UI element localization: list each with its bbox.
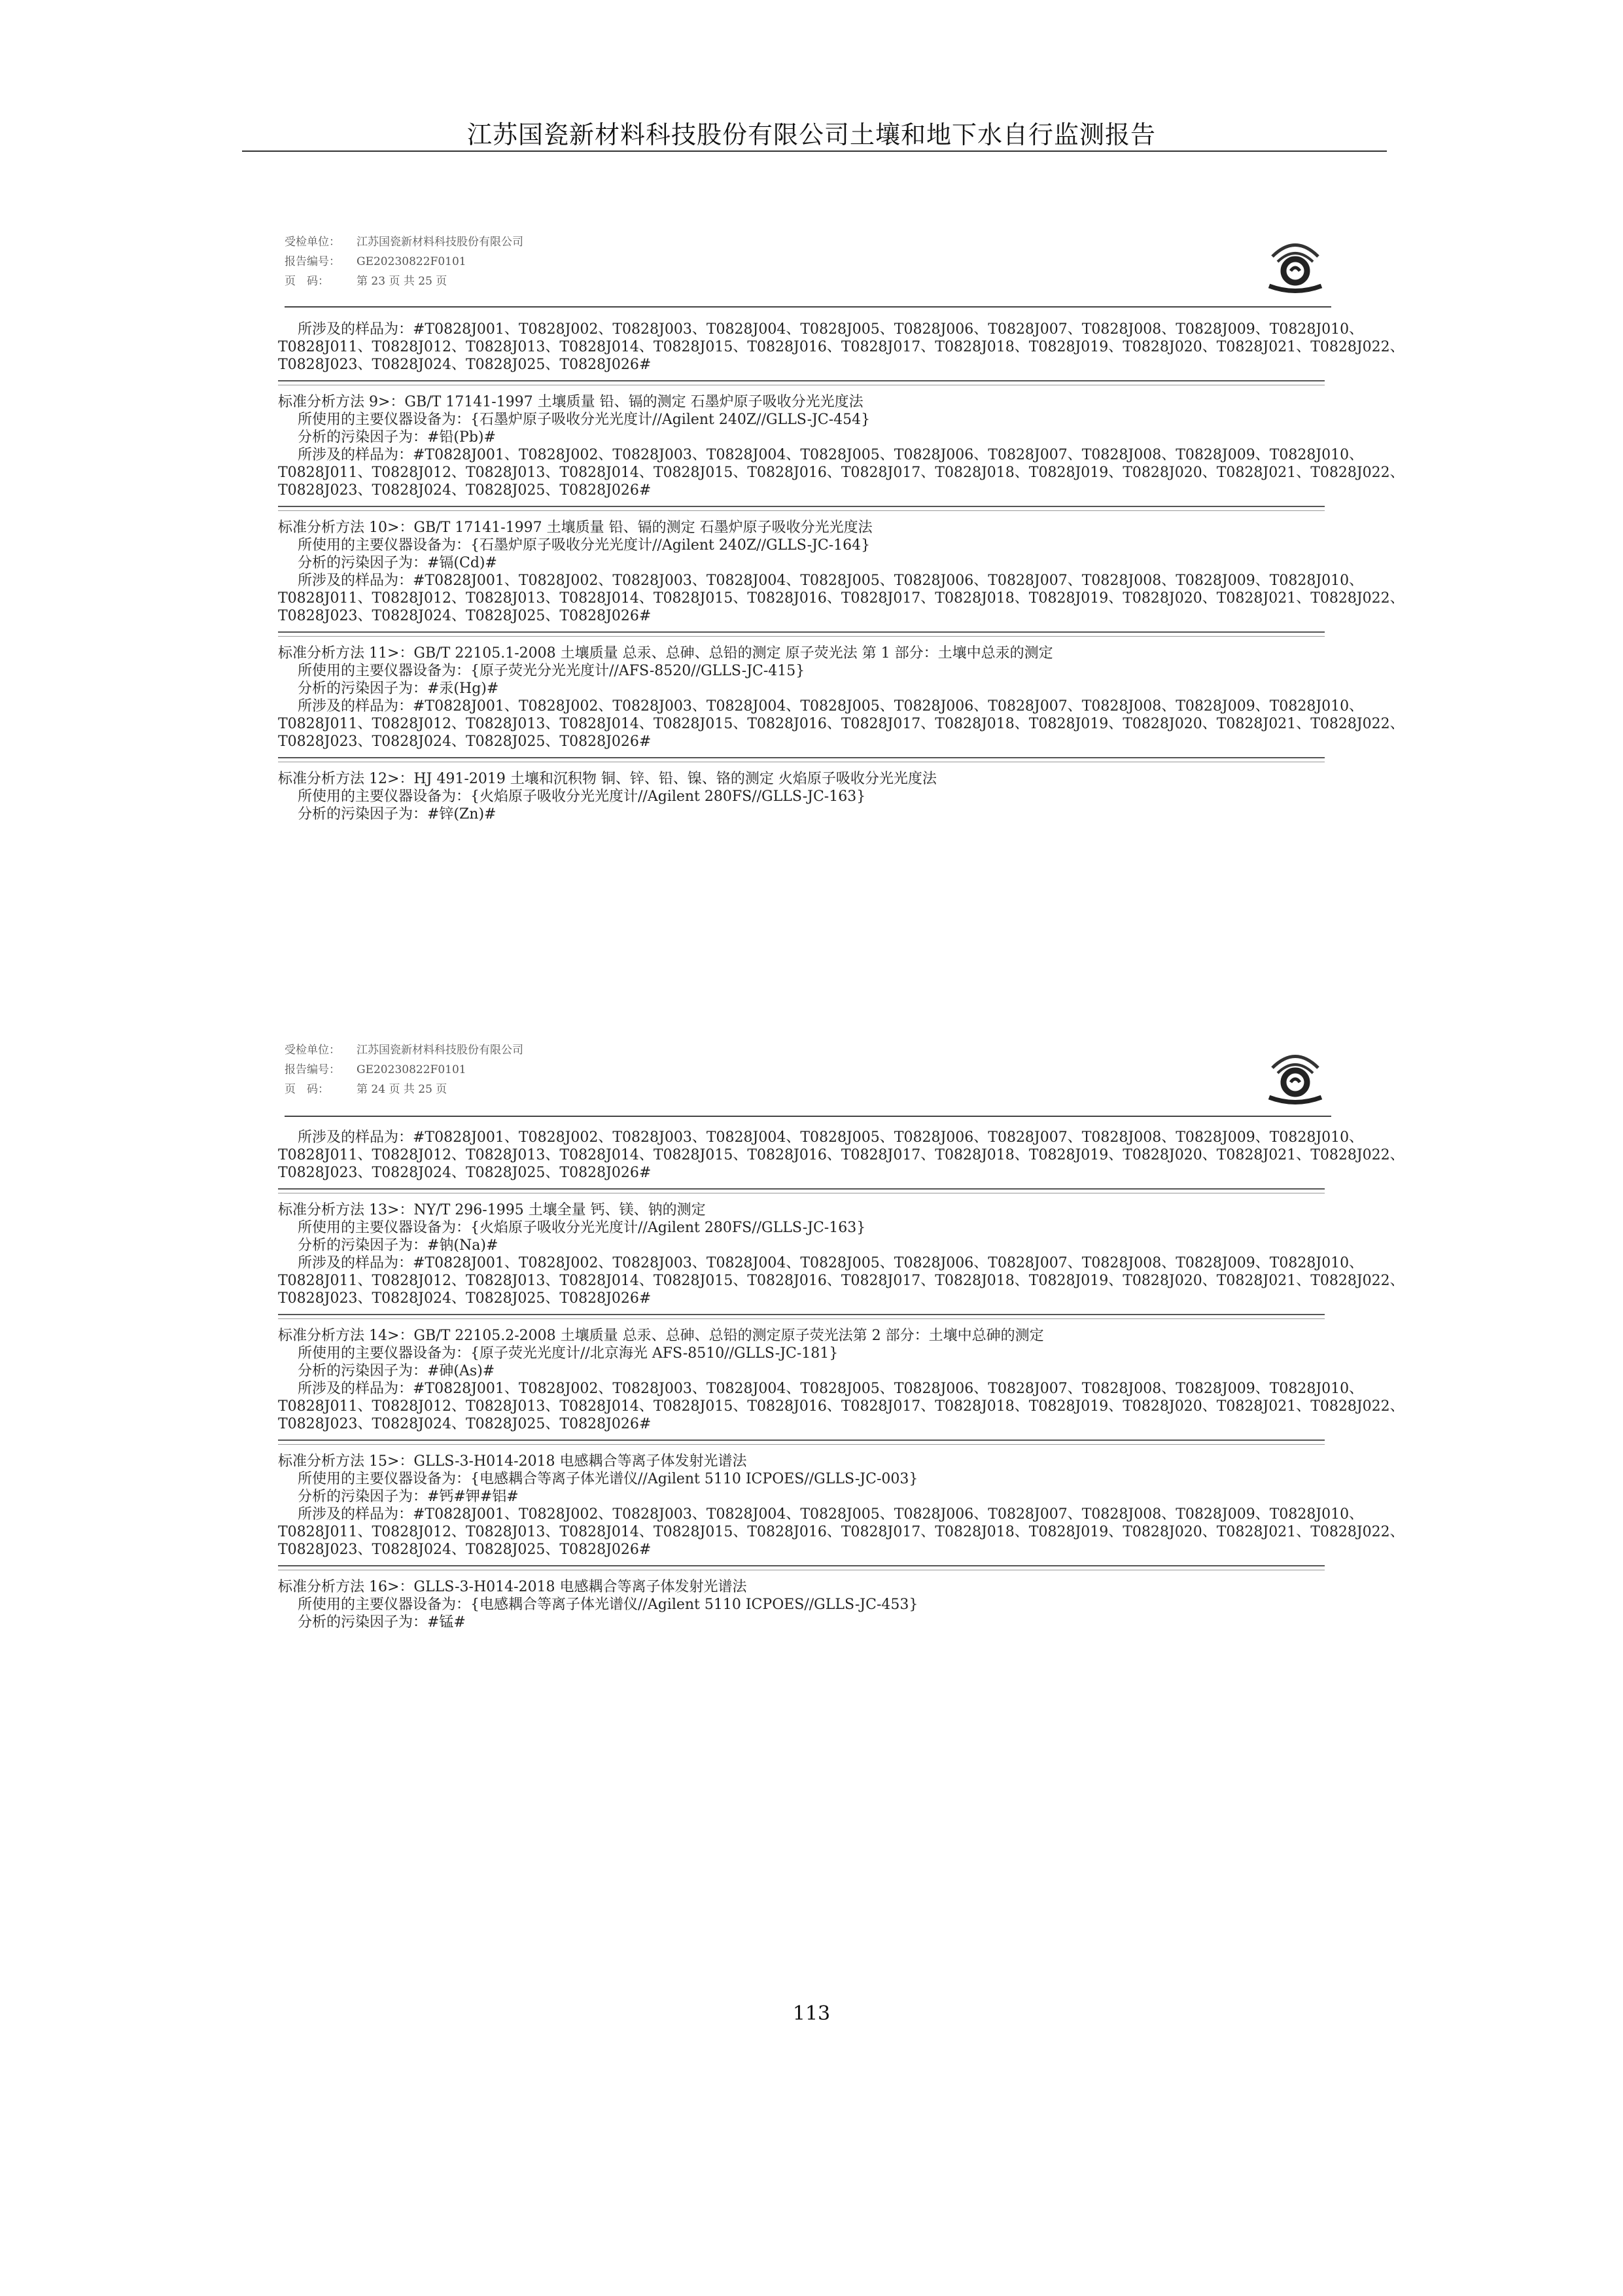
content-section-p24 [278, 1129, 1405, 1631]
report-header-p24 [285, 1040, 523, 1099]
method-line: 标准分析方法 11>：GB/T 22105.1-2008 土壤质量 总汞、总砷、总铅的测定 原子荧光法 第 1 部分：土壤中总汞的测定 [278, 645, 1053, 662]
header-value: 江苏国瓷新材料科技股份有限公司 [357, 236, 523, 249]
section-separator [278, 1439, 1325, 1445]
method-line: 标准分析方法 10>：GB/T 17141-1997 土壤质量 铅、镉的测定 石墨炉原子吸收分光光度法 [278, 520, 873, 536]
factor-line: 分析的污染因子为：#砷(As)# [298, 1363, 495, 1379]
sample-line: 所涉及的样品为：#T0828J001、T0828J002、T0828J003、T0828J004、T0828J005、T0828J006、T0828J007、T0828J008、T0828J009、T0828J010、 [298, 1506, 1364, 1523]
header-rule-p23 [285, 306, 1331, 308]
section-separator [278, 1188, 1325, 1193]
page-number: 113 [792, 2002, 831, 2025]
sample-line: 所涉及的样品为：#T0828J001、T0828J002、T0828J003、T0828J004、T0828J005、T0828J006、T0828J007、T0828J008、T0828J009、T0828J010、 [298, 1255, 1364, 1271]
company-logo-icon [1259, 230, 1331, 302]
factor-line: 分析的污染因子为：#钙#钾#铝# [298, 1489, 519, 1505]
report-header-p23 [285, 232, 523, 291]
section-separator [278, 1565, 1325, 1570]
sample-line: T0828J011、T0828J012、T0828J013、T0828J014、T0828J015、T0828J016、T0828J017、T0828J018、T0828J019、T0828J020、T0828J021、T0828J022、 [278, 590, 1405, 607]
factor-line: 分析的污染因子为：#钠(Na)# [298, 1237, 498, 1254]
header-value: GE20230822F0101 [357, 1063, 466, 1076]
header-value: 第 23 页 共 25 页 [357, 275, 447, 288]
factor-line: 分析的污染因子为：#锌(Zn)# [298, 806, 497, 822]
header-report-line [285, 252, 523, 272]
sample-line: T0828J023、T0828J024、T0828J025、T0828J026# [278, 482, 652, 499]
instrument-line: 所使用的主要仪器设备为：{火焰原子吸收分光光度计//Agilent 280FS//GLLS-JC-163} [298, 1220, 866, 1236]
header-company-line [285, 1040, 523, 1060]
sample-line: 所涉及的样品为：#T0828J001、T0828J002、T0828J003、T0828J004、T0828J005、T0828J006、T0828J007、T0828J008、T0828J009、T0828J010、 [298, 573, 1364, 589]
header-report-line [285, 1060, 523, 1080]
instrument-line: 所使用的主要仪器设备为：{原子荧光光度计//北京海光 AFS-8510//GLLS-JC-181} [298, 1345, 839, 1362]
instrument-line: 所使用的主要仪器设备为：{石墨炉原子吸收分光光度计//Agilent 240Z//GLLS-JC-454} [298, 412, 871, 428]
header-key: 页 码： [285, 275, 329, 288]
instrument-line: 所使用的主要仪器设备为：{原子荧光分光光度计//AFS-8520//GLLS-JC-415} [298, 663, 805, 679]
sample-line: T0828J011、T0828J012、T0828J013、T0828J014、T0828J015、T0828J016、T0828J017、T0828J018、T0828J019、T0828J020、T0828J021、T0828J022、 [278, 716, 1405, 732]
instrument-line: 所使用的主要仪器设备为：{火焰原子吸收分光光度计//Agilent 280FS//GLLS-JC-163} [298, 788, 866, 805]
method-line: 标准分析方法 16>：GLLS-3-H014-2018 电感耦合等离子体发射光谱法 [278, 1579, 747, 1595]
method-line: 标准分析方法 13>：NY/T 296-1995 土壤全量 钙、镁、钠的测定 [278, 1202, 706, 1218]
sample-line: 所涉及的样品为：#T0828J001、T0828J002、T0828J003、T0828J004、T0828J005、T0828J006、T0828J007、T0828J008、T0828J009、T0828J010、 [298, 447, 1364, 463]
instrument-line: 所使用的主要仪器设备为：{石墨炉原子吸收分光光度计//Agilent 240Z//GLLS-JC-164} [298, 537, 871, 554]
sample-line: T0828J011、T0828J012、T0828J013、T0828J014、T0828J015、T0828J016、T0828J017、T0828J018、T0828J019、T0828J020、T0828J021、T0828J022、 [278, 1273, 1405, 1289]
method-line: 标准分析方法 12>：HJ 491-2019 土壤和沉积物 铜、锌、铅、镍、铬的测定 火焰原子吸收分光光度法 [278, 771, 937, 787]
sample-line: T0828J011、T0828J012、T0828J013、T0828J014、T0828J015、T0828J016、T0828J017、T0828J018、T0828J019、T0828J020、T0828J021、T0828J022、 [278, 1398, 1405, 1415]
header-key: 受检单位： [285, 236, 340, 249]
header-key: 页 码： [285, 1083, 329, 1096]
sample-line: T0828J023、T0828J024、T0828J025、T0828J026# [278, 608, 652, 624]
header-key: 报告编号： [285, 1063, 340, 1076]
instrument-line: 所使用的主要仪器设备为：{电感耦合等离子体光谱仪//Agilent 5110 ICPOES//GLLS-JC-453} [298, 1597, 918, 1613]
document-title: 江苏国瓷新材料科技股份有限公司土壤和地下水自行监测报告 [466, 120, 1156, 149]
sample-line: T0828J011、T0828J012、T0828J013、T0828J014、T0828J015、T0828J016、T0828J017、T0828J018、T0828J019、T0828J020、T0828J021、T0828J022、 [278, 1147, 1405, 1163]
factor-line: 分析的污染因子为：#铅(Pb)# [298, 429, 496, 446]
section-separator [278, 1314, 1325, 1319]
method-line: 标准分析方法 15>：GLLS-3-H014-2018 电感耦合等离子体发射光谱法 [278, 1453, 747, 1470]
sample-line: T0828J023、T0828J024、T0828J025、T0828J026# [278, 1542, 652, 1558]
title-rule [242, 150, 1387, 152]
sample-line: T0828J023、T0828J024、T0828J025、T0828J026# [278, 733, 652, 750]
sample-line: 所涉及的样品为：#T0828J001、T0828J002、T0828J003、T0828J004、T0828J005、T0828J006、T0828J007、T0828J008、T0828J009、T0828J010、 [298, 321, 1364, 338]
header-key: 报告编号： [285, 255, 340, 268]
sample-line: T0828J023、T0828J024、T0828J025、T0828J026# [278, 1290, 652, 1307]
factor-line: 分析的污染因子为：#汞(Hg)# [298, 680, 499, 697]
header-rule-p24 [285, 1116, 1331, 1117]
header-page-line [285, 272, 523, 291]
sample-line: 所涉及的样品为：#T0828J001、T0828J002、T0828J003、T0828J004、T0828J005、T0828J006、T0828J007、T0828J008、T0828J009、T0828J010、 [298, 1381, 1364, 1397]
sample-line: 所涉及的样品为：#T0828J001、T0828J002、T0828J003、T0828J004、T0828J005、T0828J006、T0828J007、T0828J008、T0828J009、T0828J010、 [298, 1129, 1364, 1146]
company-logo-icon [1259, 1042, 1331, 1114]
header-value: 第 24 页 共 25 页 [357, 1083, 447, 1096]
factor-line: 分析的污染因子为：#锰# [298, 1614, 466, 1631]
header-company-line [285, 232, 523, 252]
content-section-p23 [278, 321, 1405, 823]
section-separator [278, 506, 1325, 511]
factor-line: 分析的污染因子为：#镉(Cd)# [298, 555, 497, 571]
method-line: 标准分析方法 9>：GB/T 17141-1997 土壤质量 铅、镉的测定 石墨炉原子吸收分光光度法 [278, 394, 864, 410]
section-separator [278, 631, 1325, 637]
sample-line: T0828J023、T0828J024、T0828J025、T0828J026# [278, 357, 652, 373]
header-key: 受检单位： [285, 1044, 340, 1057]
sample-line: T0828J023、T0828J024、T0828J025、T0828J026# [278, 1165, 652, 1181]
sample-line: T0828J011、T0828J012、T0828J013、T0828J014、T0828J015、T0828J016、T0828J017、T0828J018、T0828J019、T0828J020、T0828J021、T0828J022、 [278, 465, 1405, 481]
section-separator [278, 757, 1325, 762]
header-value: GE20230822F0101 [357, 255, 466, 268]
header-value: 江苏国瓷新材料科技股份有限公司 [357, 1044, 523, 1057]
method-line: 标准分析方法 14>：GB/T 22105.2-2008 土壤质量 总汞、总砷、总铅的测定原子荧光法第 2 部分：土壤中总砷的测定 [278, 1328, 1044, 1344]
sample-line: 所涉及的样品为：#T0828J001、T0828J002、T0828J003、T0828J004、T0828J005、T0828J006、T0828J007、T0828J008、T0828J009、T0828J010、 [298, 698, 1364, 715]
sample-line: T0828J011、T0828J012、T0828J013、T0828J014、T0828J015、T0828J016、T0828J017、T0828J018、T0828J019、T0828J020、T0828J021、T0828J022、 [278, 1524, 1405, 1540]
sample-line: T0828J011、T0828J012、T0828J013、T0828J014、T0828J015、T0828J016、T0828J017、T0828J018、T0828J019、T0828J020、T0828J021、T0828J022、 [278, 339, 1405, 355]
sample-line: T0828J023、T0828J024、T0828J025、T0828J026# [278, 1416, 652, 1432]
header-page-line [285, 1080, 523, 1099]
instrument-line: 所使用的主要仪器设备为：{电感耦合等离子体光谱仪//Agilent 5110 ICPOES//GLLS-JC-003} [298, 1471, 918, 1487]
section-separator [278, 380, 1325, 385]
